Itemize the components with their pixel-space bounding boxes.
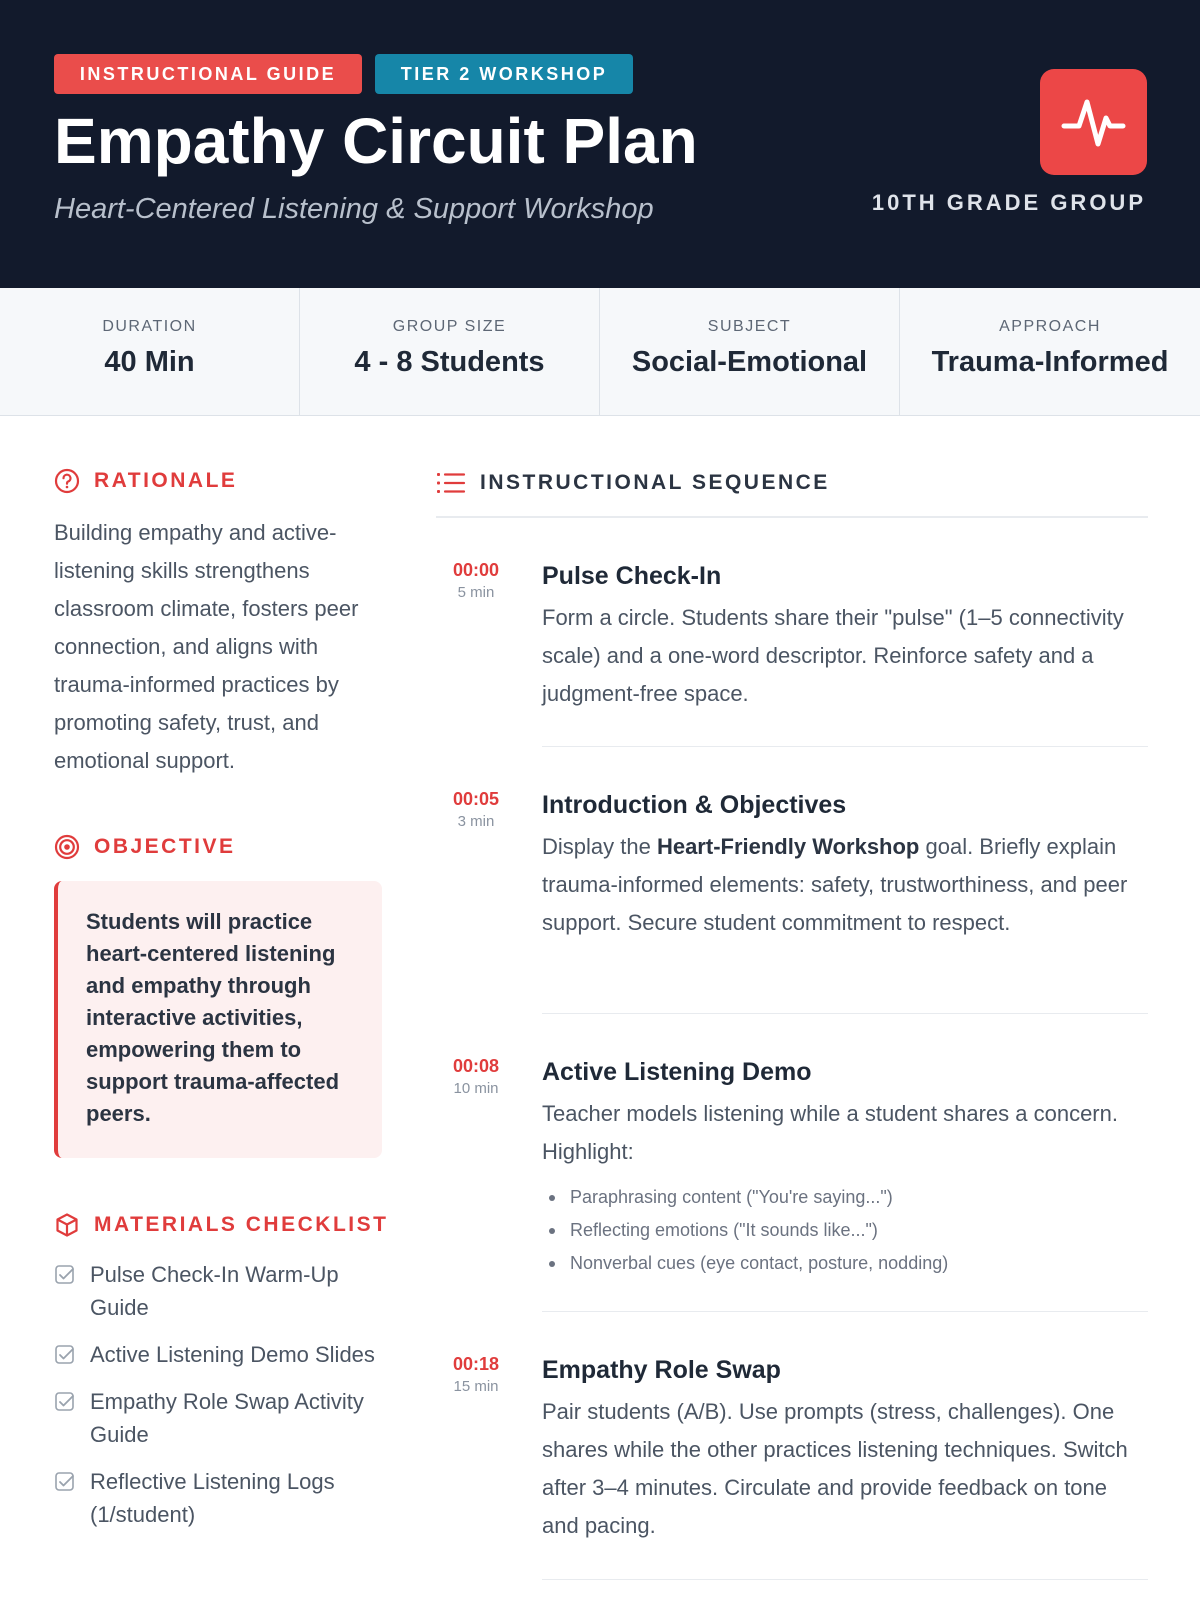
checkbox-icon[interactable] — [54, 1344, 76, 1366]
target-icon — [54, 834, 80, 860]
pulse-icon — [1040, 69, 1147, 175]
checklist-item-label: Pulse Check-In Warm-Up Guide — [90, 1262, 339, 1320]
header — [0, 0, 1200, 288]
grade-label: 10TH GRADE GROUP — [871, 190, 1146, 215]
divider — [542, 1579, 1148, 1580]
step-timestamp: 00:05 — [452, 789, 500, 809]
step-duration: 15 min — [453, 1378, 499, 1395]
step-duration: 10 min — [453, 1080, 499, 1097]
question-circle-icon — [54, 468, 80, 494]
stat-value: Social-Emotional — [631, 346, 868, 378]
checkbox-icon[interactable] — [54, 1391, 76, 1413]
step-description-text: goal. Briefly explain trauma-informed elements: safety, trustworthiness, and peer support. Secure student commitment to respect. — [542, 834, 1128, 935]
rationale-text: Building empathy and active-listening skills strengthens classroom climate, fosters peer connection, and aligns with trauma-informed practices by promoting safety, trust, and emotional support. — [54, 520, 359, 773]
step-title: Empathy Role Swap — [542, 1356, 781, 1384]
list-item: Nonverbal cues (eye contact, posture, nodding) — [542, 1247, 1148, 1280]
step-title: Introduction & Objectives — [542, 791, 847, 819]
stat-subject — [600, 288, 900, 416]
step-timestamp: 00:08 — [452, 1056, 500, 1076]
highlight-list — [542, 1181, 1148, 1280]
step-timestamp: 00:18 — [452, 1354, 500, 1374]
divider — [436, 516, 1148, 518]
step-body — [542, 560, 1148, 713]
stats-bar — [0, 288, 1200, 416]
step-description — [542, 828, 1148, 942]
step-description: Teacher models listening while a student shares a concern. Highlight: — [542, 1101, 1118, 1164]
step-description: Pair students (A/B). Use prompts (stress, challenges). One shares while the other practices listening techniques. Switch after 3–4 minutes. Circulate and provide feedback on tone and pacing. — [542, 1399, 1128, 1538]
objective-title: OBJECTIVE — [94, 835, 236, 858]
stat-duration — [0, 288, 300, 416]
step-duration: 3 min — [457, 813, 495, 830]
step-time — [436, 560, 516, 601]
stat-value: 4 - 8 Students — [354, 346, 545, 378]
stat-label: SUBJECT — [707, 318, 792, 335]
page-subtitle: Heart-Centered Listening & Support Workshop — [54, 193, 654, 225]
list-item: Reflecting emotions ("It sounds like...") — [542, 1214, 1148, 1247]
materials-heading — [54, 1212, 388, 1238]
step-body — [542, 789, 1148, 942]
stat-value: 40 Min — [104, 346, 195, 378]
step-description-text: Display the — [542, 834, 657, 859]
materials-list — [54, 1258, 394, 1545]
stat-value: Trauma-Informed — [931, 346, 1169, 378]
objective-heading — [54, 834, 236, 860]
materials-title: MATERIALS CHECKLIST — [94, 1213, 389, 1236]
step-duration: 5 min — [457, 584, 495, 601]
step-time — [436, 1056, 516, 1097]
step-time — [436, 1354, 516, 1395]
step-body — [542, 1354, 1148, 1545]
objective-callout — [54, 881, 382, 1158]
rationale-heading — [54, 468, 237, 494]
tier-badge: TIER 2 WORKSHOP — [375, 54, 633, 94]
page-title: Empathy Circuit Plan — [54, 105, 698, 177]
checklist-item-label: Active Listening Demo Slides — [90, 1342, 375, 1367]
step-time — [436, 789, 516, 830]
step-title: Active Listening Demo — [542, 1058, 812, 1086]
stat-label: APPROACH — [999, 318, 1101, 335]
step-body — [542, 1056, 1148, 1280]
sequence-title: INSTRUCTIONAL SEQUENCE — [480, 471, 830, 494]
list-icon — [436, 470, 466, 496]
checklist-item[interactable] — [54, 1465, 394, 1531]
divider — [542, 1013, 1148, 1014]
divider — [542, 1311, 1148, 1312]
rationale-title: RATIONALE — [94, 469, 238, 492]
step-title: Pulse Check-In — [542, 562, 722, 590]
checklist-item-label: Empathy Role Swap Activity Guide — [90, 1389, 364, 1447]
stat-group-size — [300, 288, 600, 416]
divider — [542, 746, 1148, 747]
sequence-heading — [436, 470, 830, 496]
checkbox-icon[interactable] — [54, 1264, 76, 1286]
stat-label: GROUP SIZE — [392, 318, 507, 335]
stat-approach — [900, 288, 1200, 416]
objective-text: Students will practice heart-centered listening and empathy through interactive activities, empowering them to support trauma-affected peers. — [86, 909, 340, 1126]
step-description: Form a circle. Students share their "pulse" (1–5 connectivity scale) and a one-word descriptor. Reinforce safety and a judgment-free space. — [542, 605, 1124, 706]
checkbox-icon[interactable] — [54, 1471, 76, 1493]
list-item: Paraphrasing content ("You're saying...") — [542, 1181, 1148, 1214]
checklist-item[interactable] — [54, 1258, 394, 1324]
stat-label: DURATION — [102, 318, 197, 335]
step-description-emphasis: Heart-Friendly Workshop — [656, 834, 920, 859]
instructional-guide-badge: INSTRUCTIONAL GUIDE — [54, 54, 362, 94]
box-icon — [54, 1212, 80, 1238]
checklist-item[interactable] — [54, 1385, 394, 1451]
checklist-item-label: Reflective Listening Logs (1/student) — [90, 1469, 335, 1527]
checklist-item[interactable] — [54, 1338, 394, 1371]
step-timestamp: 00:00 — [452, 560, 500, 580]
